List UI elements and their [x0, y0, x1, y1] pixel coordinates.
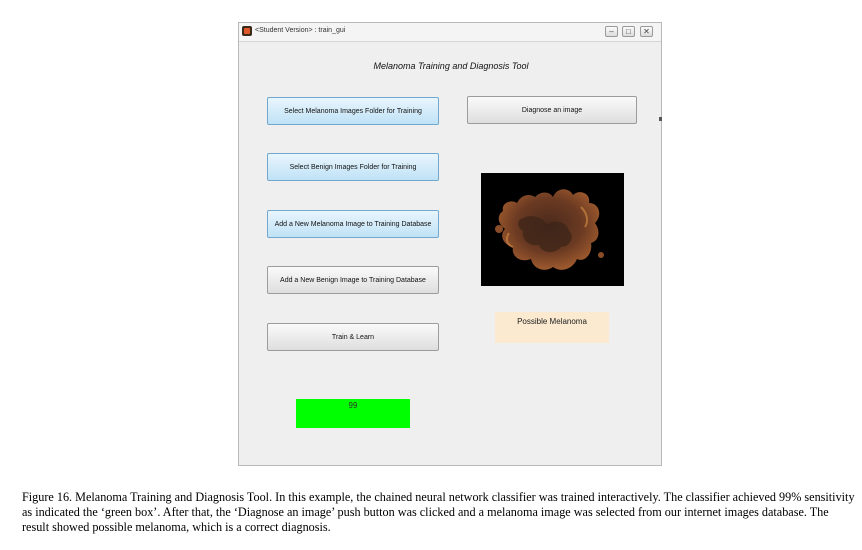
- close-button[interactable]: ✕: [640, 26, 653, 37]
- melanoma-lesion-image: [481, 173, 624, 286]
- sensitivity-green-box: [296, 399, 410, 428]
- gui-panel: [239, 42, 661, 465]
- train-gui-window: [238, 22, 662, 466]
- diagnosis-result-box: [495, 312, 609, 343]
- lesion-image-axes: [481, 173, 624, 286]
- window-title: <Student Version> : train_gui: [255, 27, 346, 34]
- matlab-app-icon: [242, 26, 252, 36]
- title-bar: [239, 23, 661, 42]
- train-learn-button[interactable]: Train & Learn: [267, 323, 439, 351]
- add-melanoma-image-button[interactable]: Add a New Melanoma Image to Training Database: [267, 210, 439, 238]
- diagnosis-result-text: Possible Melanoma: [517, 317, 587, 326]
- gui-heading: Melanoma Training and Diagnosis Tool: [373, 61, 529, 71]
- maximize-button[interactable]: □: [622, 26, 635, 37]
- add-benign-image-button[interactable]: Add a New Benign Image to Training Database: [267, 266, 439, 294]
- select-melanoma-folder-button[interactable]: Select Melanoma Images Folder for Training: [267, 97, 439, 125]
- figure-caption: Figure 16. Melanoma Training and Diagnosis Tool. In this example, the chained neural network classifier was trained interactively. The classifier achieved 99% sensitivity as indicated the ‘green box’. After that, the ‘Diagnose an image’ push button was clicked and a melanoma image was selected from our internet images database. The result showed possible melanoma, which is a correct diagnosis.: [22, 490, 855, 534]
- sensitivity-value: 99: [348, 401, 358, 410]
- diagnose-image-button[interactable]: Diagnose an image: [467, 96, 637, 124]
- minimize-button[interactable]: –: [605, 26, 618, 37]
- select-benign-folder-button[interactable]: Select Benign Images Folder for Training: [267, 153, 439, 181]
- window-edge-marker: [659, 117, 662, 121]
